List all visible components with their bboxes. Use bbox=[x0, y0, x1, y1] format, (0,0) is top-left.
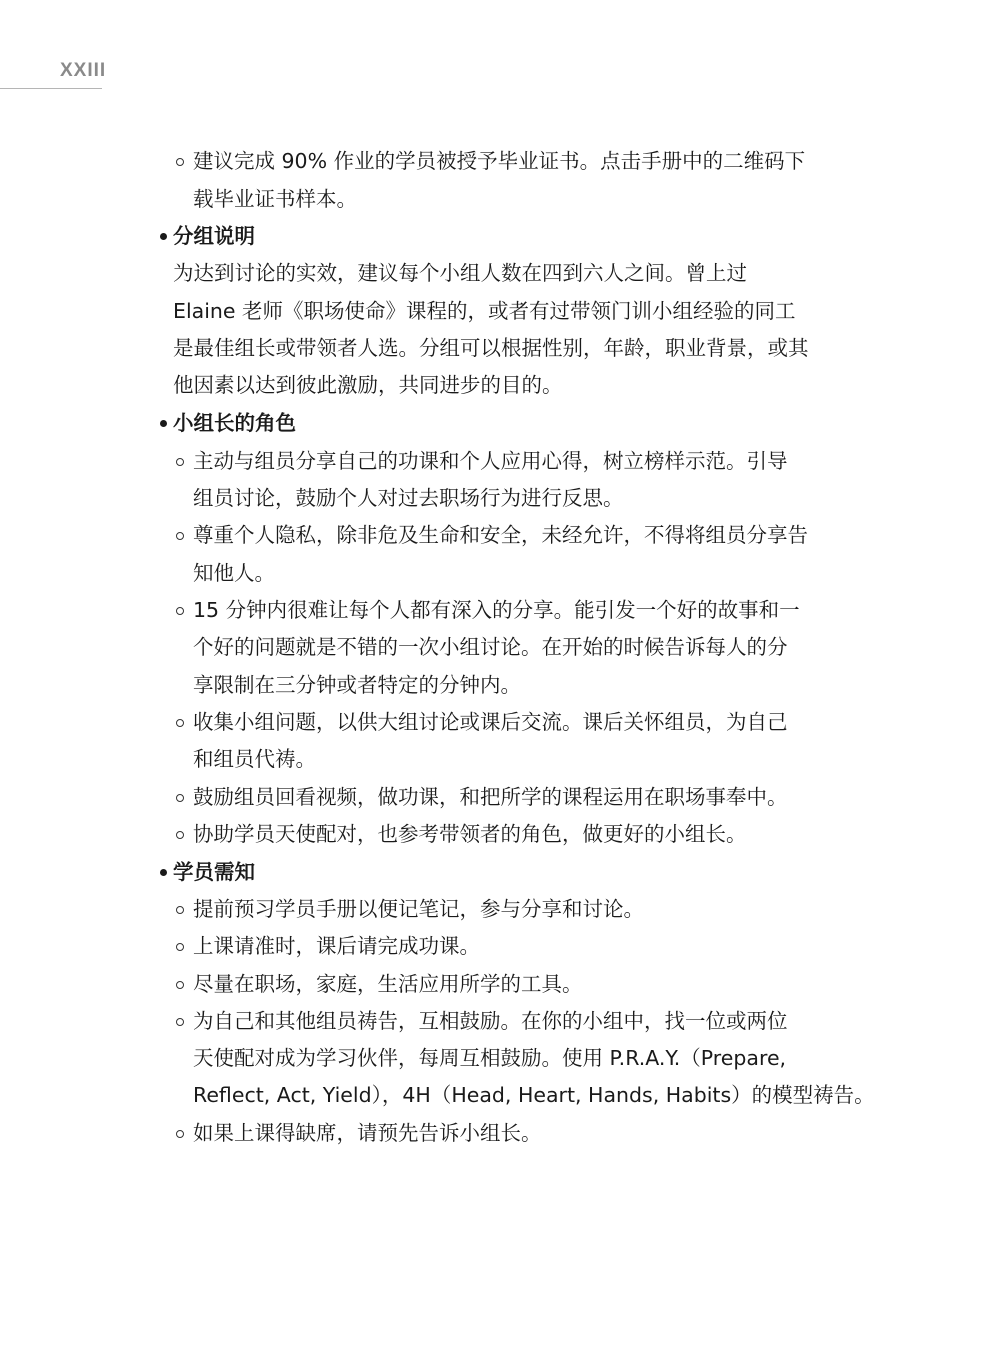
list-item-line: 15 分钟内很难让每个人都有深入的分享。能引发一个好的故事和一 bbox=[193, 598, 800, 622]
paragraph-line: 为达到讨论的实效，建议每个小组人数在四到六人之间。曾上过 bbox=[173, 261, 747, 285]
sub-bullet bbox=[176, 1018, 184, 1026]
list-item-line: 提前预习学员手册以便记笔记，参与分享和讨论。 bbox=[193, 897, 644, 921]
section-bullet bbox=[160, 233, 167, 240]
section-bullet bbox=[160, 420, 167, 427]
sub-bullet bbox=[176, 943, 184, 951]
page-number: XXIII bbox=[60, 60, 107, 81]
section-heading: 分组说明 bbox=[173, 224, 255, 248]
section-bullet bbox=[160, 869, 167, 876]
list-item-line: 建议完成 90% 作业的学员被授予毕业证书。点击手册中的二维码下 bbox=[193, 149, 806, 173]
sub-bullet bbox=[176, 981, 184, 989]
paragraph-line: 他因素以达到彼此激励，共同进步的目的。 bbox=[173, 373, 563, 397]
sub-bullet bbox=[176, 607, 184, 615]
list-item-line: 主动与组员分享自己的功课和个人应用心得，树立榜样示范。引导 bbox=[193, 449, 788, 473]
paragraph-line: Elaine 老师《职场使命》课程的，或者有过带领门训小组经验的同工 bbox=[173, 299, 796, 323]
list-item-line: 组员讨论，鼓励个人对过去职场行为进行反思。 bbox=[193, 486, 624, 510]
list-item-line: 天使配对成为学习伙伴，每周互相鼓励。使用 P.R.A.Y.（Prepare, bbox=[193, 1046, 787, 1070]
list-item-line: 为自己和其他组员祷告，互相鼓励。在你的小组中，找一位或两位 bbox=[193, 1009, 788, 1033]
list-item-line: 如果上课得缺席，请预先告诉小组长。 bbox=[193, 1121, 542, 1145]
list-item-line: 鼓励组员回看视频，做功课，和把所学的课程运用在职场事奉中。 bbox=[193, 785, 788, 809]
sub-bullet bbox=[176, 1130, 184, 1138]
list-item-line: 知他人。 bbox=[193, 561, 275, 585]
list-item-line: 尊重个人隐私，除非危及生命和安全，未经允许，不得将组员分享告 bbox=[193, 523, 808, 547]
list-item-line: Reflect, Act, Yield），4H（Head, Heart, Hands, Habits）的模型祷告。 bbox=[193, 1083, 875, 1107]
sub-bullet bbox=[176, 794, 184, 802]
sub-bullet bbox=[176, 532, 184, 540]
list-item-line: 上课请准时，课后请完成功课。 bbox=[193, 934, 480, 958]
sub-bullet bbox=[176, 158, 184, 166]
list-item-line: 和组员代祷。 bbox=[193, 747, 316, 771]
sub-bullet bbox=[176, 458, 184, 466]
sub-bullet bbox=[176, 906, 184, 914]
list-item-line: 享限制在三分钟或者特定的分钟内。 bbox=[193, 673, 521, 697]
list-item-line: 尽量在职场，家庭，生活应用所学的工具。 bbox=[193, 972, 583, 996]
sub-bullet bbox=[176, 831, 184, 839]
list-item-line: 协助学员天使配对，也参考带领者的角色，做更好的小组长。 bbox=[193, 822, 747, 846]
list-item-line: 收集小组问题，以供大组讨论或课后交流。课后关怀组员，为自己 bbox=[193, 710, 788, 734]
list-item-line: 载毕业证书样本。 bbox=[193, 187, 357, 211]
list-item-line: 个好的问题就是不错的一次小组讨论。在开始的时候告诉每人的分 bbox=[193, 635, 788, 659]
sub-bullet bbox=[176, 719, 184, 727]
section-heading: 小组长的角色 bbox=[173, 411, 296, 435]
paragraph-line: 是最佳组长或带领者人选。分组可以根据性别，年龄，职业背景，或其 bbox=[173, 336, 809, 360]
section-heading: 学员需知 bbox=[173, 860, 255, 884]
